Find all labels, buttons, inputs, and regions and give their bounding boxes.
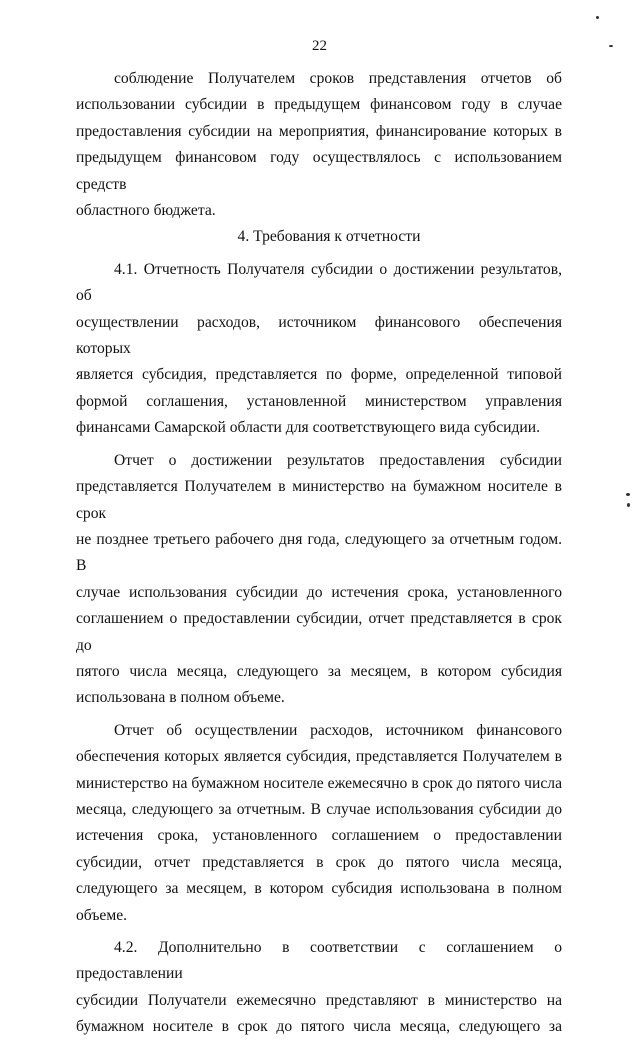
text-line: пятого числа месяца, следующего за месяцем, в котором субсидия [76,662,562,680]
scan-speck [596,16,599,19]
page-number: 22 [312,38,327,54]
paragraph-continuation [76,66,562,224]
text-line: использована в полном объеме. [76,689,285,707]
paragraph-expenses-report [76,718,562,929]
paragraph-4-1 [76,257,562,442]
text-line: случае использования субсидии до истечения срока, установленного [76,583,562,601]
text-line: бумажном носителе в срок до пятого числа месяца, следующего за [76,1018,562,1036]
text-line: предоставления субсидии на мероприятия, финансирование которых в [76,122,562,140]
text-line: соблюдение Получателем сроков представления отчетов об [114,70,562,87]
text-line: формой соглашения, установленной министерством управления [76,392,562,410]
section-heading: 4. Требования к отчетности [237,228,421,246]
text-line: финансами Самарской области для соответствующего вида субсидии. [76,419,541,437]
text-line: областного бюджета. [76,202,216,220]
text-line: соглашением о предоставлении субсидии, отчет представляется в срок до [76,610,562,654]
text-line: следующего за месяцем, в котором субсидия использована в полном [76,880,562,898]
text-line: использовании субсидии в предыдущем финансовом году в случае [76,96,562,114]
text-line: 4.2. Дополнительно в соответствии с соглашением о предоставлении [76,939,562,983]
scan-speck [626,493,630,496]
text-line: предыдущем финансовом году осуществлялось с использованием средств [76,149,562,193]
document-body [76,66,562,1041]
paragraph-results-report [76,448,562,712]
scan-speck [627,503,630,507]
text-line: месяца, следующего за отчетным. В случае использования субсидии до [76,800,562,818]
text-line: представляется Получателем в министерство на бумажном носителе в срок [76,478,562,522]
text-line: субсидии, отчет представляется в срок до пятого числа месяца, [76,853,562,871]
text-line: министерство на бумажном носителе ежемесячно в срок до пятого числа [76,774,562,792]
text-line: Отчет об осуществлении расходов, источником финансового [114,721,562,739]
text-line: истечения срока, установленного соглашением о предоставлении [76,827,562,845]
scan-speck [609,45,613,47]
text-line: субсидии Получатели ежемесячно представляют в министерство на [76,991,562,1009]
text-line: объеме. [76,906,128,924]
text-line: Отчет о достижении результатов предоставления субсидии [114,451,562,469]
text-line: обеспечения которых является субсидия, представляется Получателем в [76,748,562,766]
text-line: не позднее третьего рабочего дня года, следующего за отчетным годом. В [76,530,562,575]
text-line: 4.1. Отчетность Получателя субсидии о достижении результатов, об [76,260,562,305]
paragraph-4-2 [76,935,562,1041]
text-line: является субсидия, представляется по форме, определенной типовой [76,366,562,384]
text-line: осуществлении расходов, источником финансового обеспечения которых [76,313,562,358]
